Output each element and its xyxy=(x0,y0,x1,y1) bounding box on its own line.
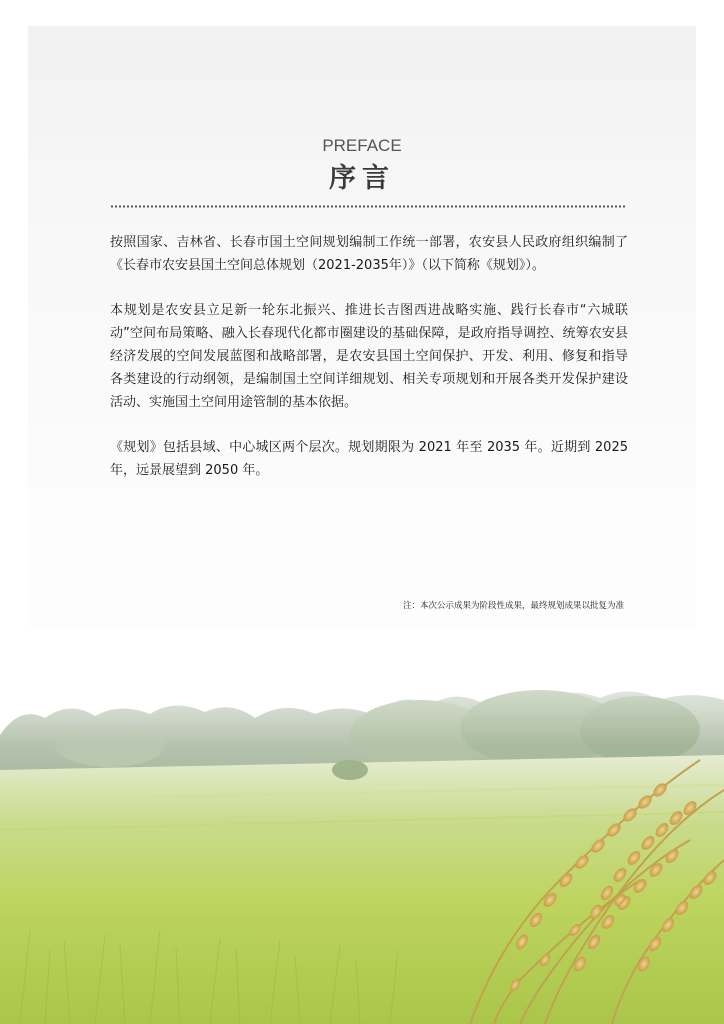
preface-body xyxy=(110,231,628,504)
disclaimer-note: 注：本次公示成果为阶段性成果，最终规划成果以批复为准 xyxy=(402,601,624,611)
preface-english-title: PREFACE xyxy=(322,136,402,155)
dotted-divider xyxy=(110,205,626,208)
preface-chinese-title: 序言 xyxy=(329,163,395,194)
paragraph-3: 《规划》包括县域、中心城区两个层次。规划期限为 2021 年至 2035 年。近期到 2025 年，远景展望到 2050 年。 xyxy=(110,440,628,478)
paragraph-1: 按照国家、吉林省、长春市国土空间规划编制工作统一部署，农安县人民政府组织编制了《长春市农安县国土空间总体规划（2021-2035年）》（以下简称《规划》）。 xyxy=(110,235,628,273)
paragraph-2: 本规划是农安县立足新一轮东北振兴、推进长吉图西进战略实施、践行长春市“六城联动”空间布局策略、融入长春现代化都市圈建设的基础保障，是政府指导调控、统筹农安县经济发展的空间发展蓝图和战略部署，是农安县国土空间保护、开发、利用、修复和指导各类建设的行动纲领，是编制国土空间详细规划、相关专项规划和开展各类开发保护建设活动、实施国土空间用途管制的基本依据。 xyxy=(110,303,628,410)
